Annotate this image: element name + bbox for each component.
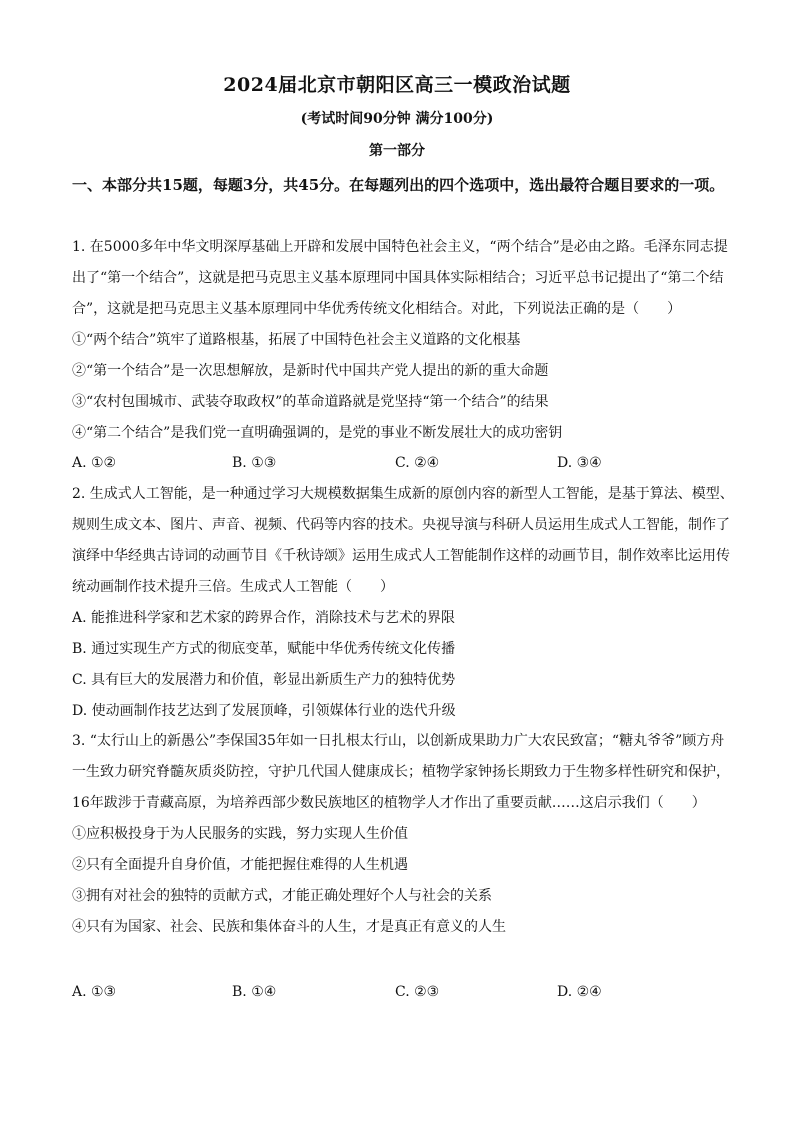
option-d[interactable]: D. ②④	[557, 984, 602, 1000]
question-3	[72, 726, 736, 943]
option-d[interactable]: D. 使动画制作技艺达到了发展顶峰，引领媒体行业的迭代升级	[72, 703, 456, 719]
option-d[interactable]: D. ③④	[557, 455, 602, 471]
option-c[interactable]: C. ②④	[395, 455, 440, 471]
question-3-options	[72, 977, 736, 1008]
option-c[interactable]: C. 具有巨大的发展潜力和价值，彰显出新质生产力的独特优势	[72, 672, 456, 688]
question-1	[72, 232, 736, 449]
statement-item: ③拥有对社会的独特的贡献方式，才能正确处理好个人与社会的关系	[72, 888, 492, 904]
option-b[interactable]: B. 通过实现生产方式的彻底变革，赋能中华优秀传统文化传播	[72, 641, 456, 657]
section-heading: 第一部分	[369, 143, 425, 159]
statement-item: ②只有全面提升自身价值，才能把握住难得的人生机遇	[72, 857, 408, 873]
statement-item: ④“第二个结合”是我们党一直明确强调的，是党的事业不断发展壮大的成功密钥	[72, 425, 563, 441]
question-stem: 3. “太行山上的新愚公”李保国35年如一日扎根太行山，以创新成果助力广大农民致富；“糖丸爷爷”顾方舟一生致力研究脊髓灰质炎防控，守护几代国人健康成长；植物学家钟扬长期致力于生物多样性研究和保护，16年跋涉于青藏高原，为培养西部少数民族地区的植物学人才作出了重要贡献……这启示我们（ ）	[72, 733, 730, 811]
question-2	[72, 479, 736, 727]
option-a[interactable]: A. ①②	[72, 455, 117, 471]
exam-info: (考试时间90分钟 满分100分)	[300, 111, 494, 127]
page-title: 2024届北京市朝阳区高三一模政治试题	[223, 74, 571, 96]
question-1-options	[72, 448, 736, 479]
option-b[interactable]: B. ①④	[232, 984, 277, 1000]
statement-item: ②“第一个结合”是一次思想解放，是新时代中国共产党人提出的新的重大命题	[72, 363, 549, 379]
option-a[interactable]: A. ①③	[72, 984, 117, 1000]
option-a[interactable]: A. 能推进科学家和艺术家的跨界合作，消除技术与艺术的界限	[72, 610, 456, 626]
option-c[interactable]: C. ②③	[395, 984, 440, 1000]
section-instruction: 一、本部分共15题，每题3分，共45分。在每题列出的四个选项中，选出最符合题目要求的一项。	[72, 176, 725, 194]
statement-item: ④只有为国家、社会、民族和集体奋斗的人生，才是真正有意义的人生	[72, 919, 506, 935]
statement-item: ①应积极投身于为人民服务的实践，努力实现人生价值	[72, 826, 408, 842]
statement-item: ③“农村包围城市、武装夺取政权”的革命道路就是党坚持“第一个结合”的结果	[72, 394, 549, 410]
statement-item: ①“两个结合”筑牢了道路根基，拓展了中国特色社会主义道路的文化根基	[72, 332, 521, 348]
question-stem: 2. 生成式人工智能，是一种通过学习大规模数据集生成新的原创内容的新型人工智能，是基于算法、模型、规则生成文本、图片、声音、视频、代码等内容的技术。央视导演与科研人员运用生成式人工智能，制作了演绎中华经典古诗词的动画节目《千秋诗颂》运用生成式人工智能制作这样的动画节目，制作效率比运用传统动画制作技术提升三倍。生成式人工智能（ ）	[72, 486, 734, 595]
option-b[interactable]: B. ①③	[232, 455, 277, 471]
question-stem: 1. 在5000多年中华文明深厚基础上开辟和发展中国特色社会主义，“两个结合”是必由之路。毛泽东同志提出了“第一个结合”，这就是把马克思主义基本原理同中国具体实际相结合；习近平总书记提出了“第二个结合”，这就是把马克思主义基本原理同中华优秀传统文化相结合。对此，下列说法正确的是（ ）	[72, 239, 728, 317]
